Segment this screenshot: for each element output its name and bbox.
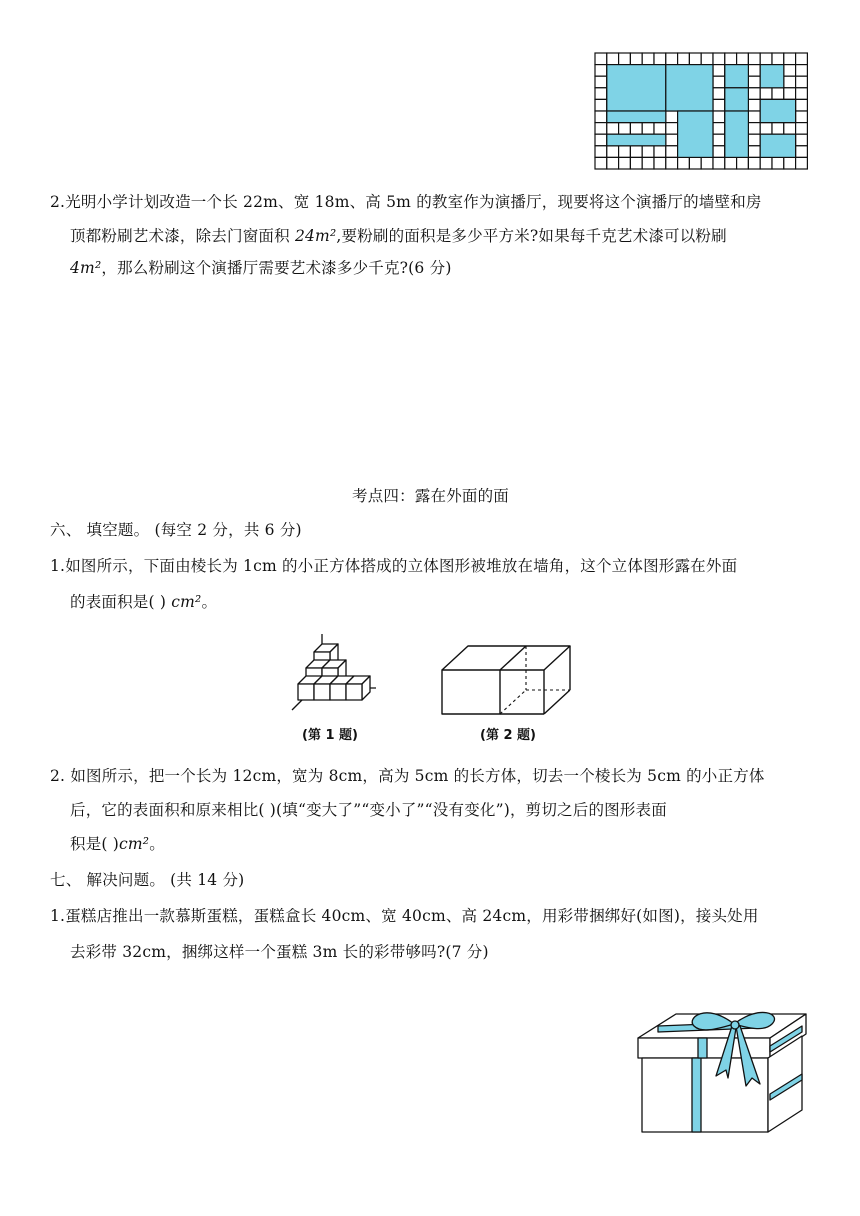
grid-cell (796, 134, 808, 146)
p7-q1-line2: 去彩带 32cm，捆绑这样一个蛋糕 3m 长的彩带够吗?(7 分) (70, 943, 489, 961)
grid-cell (748, 76, 760, 88)
colored-tile (725, 88, 749, 111)
p6-q2-line1: 2. 如图所示，把一个长为 12cm，宽为 8cm，高为 5cm 的长方体，切去一个棱长为 5cm 的小正方体 (50, 767, 765, 785)
grid-cell (772, 123, 784, 135)
grid-cell (748, 123, 760, 135)
grid-cell (713, 76, 725, 88)
part7-heading: 七、 解决问题。 (共 14 分) (50, 871, 245, 889)
grid-cell (595, 134, 607, 146)
grid-cell (713, 53, 725, 65)
grid-cell (748, 157, 760, 169)
colored-tile (760, 134, 795, 157)
grid-cell (642, 53, 654, 65)
grid-cell (619, 53, 631, 65)
p6-q2-line2: 后，它的表面积和原来相比( )(填“变大了”“变小了”“没有变化”)，剪切之后的图形表面 (70, 801, 667, 819)
grid-cell (713, 99, 725, 111)
grid-cell (595, 99, 607, 111)
grid-cell (595, 53, 607, 65)
grid-cell (595, 65, 607, 77)
grid-cell (689, 157, 701, 169)
grid-cell (630, 53, 642, 65)
grid-cell (784, 65, 796, 77)
grid-cell (796, 157, 808, 169)
grid-cell (666, 53, 678, 65)
p7-q1-line1: 1.蛋糕店推出一款慕斯蛋糕，蛋糕盒长 40cm、宽 40cm、高 24cm，用彩带捆绑好(如图)，接头处用 (50, 907, 759, 925)
fig2-caption: (第 2 题) (480, 728, 536, 743)
grid-cell (784, 157, 796, 169)
grid-cell (784, 53, 796, 65)
grid-cell (619, 123, 631, 135)
grid-cell (796, 146, 808, 158)
grid-cell (689, 53, 701, 65)
grid-cell (666, 134, 678, 146)
grid-cell (796, 99, 808, 111)
grid-cell (678, 53, 690, 65)
grid-cell (796, 53, 808, 65)
section-title: 考点四：露在外面的面 (352, 487, 510, 505)
grid-cell (595, 76, 607, 88)
colored-tile (607, 111, 666, 123)
grid-cell (595, 123, 607, 135)
grid-cell (784, 123, 796, 135)
cut-cuboid-figure (440, 644, 574, 716)
grid-cell (619, 146, 631, 158)
grid-cell (630, 123, 642, 135)
grid-cell (760, 53, 772, 65)
grid-cell (796, 88, 808, 100)
grid-cell (619, 157, 631, 169)
grid-cell (748, 65, 760, 77)
grid-cell (595, 88, 607, 100)
grid-cell (666, 123, 678, 135)
unit-math-2: cm² (119, 835, 150, 853)
grid-cell (713, 65, 725, 77)
grid-cell (654, 146, 666, 158)
grid-cell (713, 123, 725, 135)
unit-math: cm² (171, 593, 202, 611)
grid-cell (654, 123, 666, 135)
grid-cell (748, 88, 760, 100)
area-math: 24m² (294, 227, 337, 245)
grid-cell (748, 99, 760, 111)
grid-cell (737, 157, 749, 169)
grid-cell (666, 146, 678, 158)
part6-heading: 六、 填空题。 (每空 2 分，共 6 分) (50, 521, 302, 539)
grid-cell (595, 157, 607, 169)
stacked-cubes-figure (290, 632, 382, 714)
grid-cell (666, 111, 678, 123)
grid-cell (760, 157, 772, 169)
grid-cell (654, 157, 666, 169)
colored-tile (607, 134, 666, 146)
tile-grid-figure (594, 52, 808, 170)
grid-cell (748, 53, 760, 65)
q5-2-line1: 2.光明小学计划改造一个长 22m、宽 18m、高 5m 的教室作为演播厅，现要将这个演播厅的墙壁和房 (50, 193, 762, 211)
colored-tile (607, 65, 666, 111)
grid-cell (796, 76, 808, 88)
grid-cell (630, 146, 642, 158)
grid-cell (737, 53, 749, 65)
colored-tile (725, 111, 749, 157)
grid-cell (701, 53, 713, 65)
grid-cell (713, 134, 725, 146)
colored-tile (666, 65, 713, 111)
p6-q1-line1: 1.如图所示，下面由棱长为 1cm 的小正方体搭成的立体图形被堆放在墙角，这个立体图形露在外面 (50, 557, 738, 575)
grid-cell (654, 53, 666, 65)
grid-cell (713, 157, 725, 169)
grid-cell (796, 123, 808, 135)
grid-cell (796, 65, 808, 77)
grid-cell (748, 134, 760, 146)
grid-cell (725, 157, 737, 169)
grid-cell (642, 123, 654, 135)
grid-cell (607, 157, 619, 169)
grid-cell (713, 111, 725, 123)
grid-cell (748, 111, 760, 123)
colored-tile (725, 65, 749, 88)
colored-tile (678, 111, 713, 157)
grid-cell (607, 146, 619, 158)
colored-tile (760, 65, 784, 88)
q5-2-line2: 顶都粉刷艺术漆，除去门窗面积 24m²,要粉刷的面积是多少平方米?如果每千克艺术漆可以粉刷 (70, 227, 727, 245)
grid-cell (784, 76, 796, 88)
colored-tile (760, 99, 795, 122)
grid-cell (595, 146, 607, 158)
grid-cell (678, 157, 690, 169)
grid-cell (666, 157, 678, 169)
fig1-caption: (第 1 题) (302, 728, 358, 743)
grid-cell (713, 88, 725, 100)
grid-cell (760, 88, 772, 100)
grid-cell (796, 111, 808, 123)
p6-q2-line3: 积是( )cm²。 (70, 835, 165, 853)
grid-cell (630, 157, 642, 169)
grid-cell (784, 88, 796, 100)
grid-cell (725, 53, 737, 65)
grid-cell (772, 157, 784, 169)
grid-cell (760, 123, 772, 135)
grid-cell (607, 123, 619, 135)
grid-cell (642, 157, 654, 169)
grid-cell (701, 157, 713, 169)
grid-cell (748, 146, 760, 158)
grid-cell (772, 53, 784, 65)
grid-cell (607, 53, 619, 65)
q5-2-line3: 4m²，那么粉刷这个演播厅需要艺术漆多少千克?(6 分) (70, 259, 452, 277)
grid-cell (595, 111, 607, 123)
grid-cell (772, 88, 784, 100)
p6-q1-line2: 的表面积是( ) cm²。 (70, 593, 218, 611)
grid-cell (642, 146, 654, 158)
paint-rate-math: 4m² (70, 259, 102, 277)
gift-box-figure (636, 1006, 808, 1136)
grid-cell (713, 146, 725, 158)
